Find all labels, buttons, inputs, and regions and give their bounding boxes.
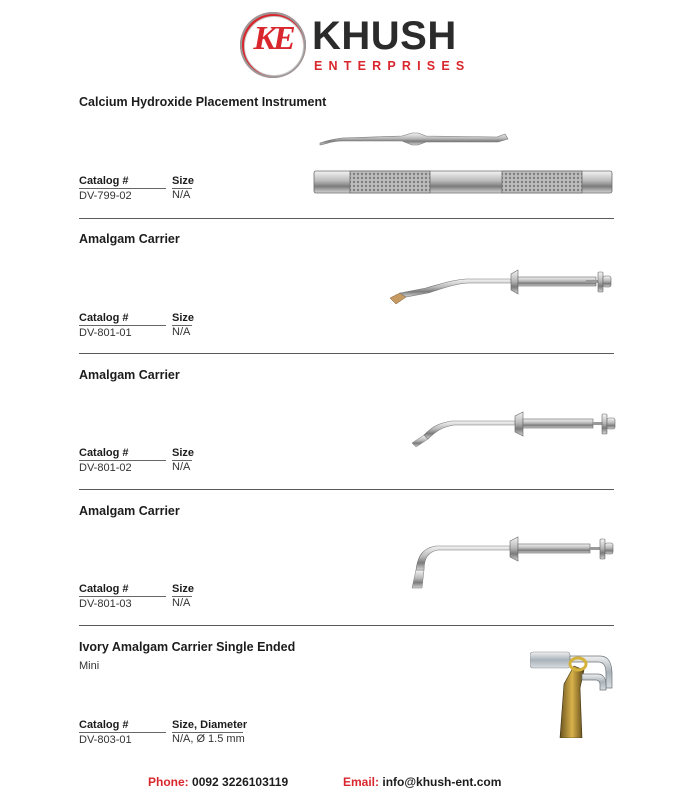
section-divider	[79, 218, 614, 219]
catalog-header-underline	[79, 188, 166, 189]
ivory-amalgam-carrier-image	[530, 644, 614, 738]
footer-phone	[148, 775, 288, 789]
logo-company-name: KHUSH	[312, 14, 457, 58]
catalog-header: Catalog #	[79, 175, 129, 187]
size-header: Size	[172, 312, 195, 324]
product-title: Amalgam Carrier	[79, 504, 180, 518]
logo-monogram: KE	[253, 20, 293, 57]
logo-company-subtitle: ENTERPRISES	[314, 59, 471, 73]
size-value: N/A	[172, 189, 191, 201]
size-value: N/A	[172, 597, 191, 609]
catalog-header: Catalog #	[79, 583, 129, 595]
catalog-number: DV-801-01	[79, 327, 132, 339]
size-header: Size	[172, 447, 195, 459]
size-value: N/A	[172, 461, 191, 473]
amalgam-carrier-image	[408, 530, 616, 592]
email-label: Email:	[343, 775, 380, 789]
product-title: Amalgam Carrier	[79, 368, 180, 382]
catalog-header: Catalog #	[79, 447, 129, 459]
catalog-number: DV-801-03	[79, 598, 132, 610]
catalog-header: Catalog #	[79, 312, 129, 324]
size-header: Size	[172, 175, 195, 187]
catalog-number: DV-799-02	[79, 190, 132, 202]
product-subtitle: Mini	[79, 660, 100, 672]
footer-email	[343, 775, 501, 789]
section-divider	[79, 625, 614, 626]
amalgam-carrier-image	[410, 405, 616, 449]
product-title: Calcium Hydroxide Placement Instrument	[79, 95, 327, 109]
amalgam-carrier-image	[386, 264, 616, 308]
product-title: Amalgam Carrier	[79, 232, 180, 246]
size-value: N/A	[172, 326, 191, 338]
catalog-number: DV-801-02	[79, 462, 132, 474]
product-title: Ivory Amalgam Carrier Single Ended	[79, 640, 296, 654]
phone-label: Phone:	[148, 775, 189, 789]
logo-emblem	[240, 12, 306, 78]
section-divider	[79, 489, 614, 490]
company-logo	[240, 12, 471, 78]
size-header: Size	[172, 583, 195, 595]
catalog-number: DV-803-01	[79, 734, 132, 746]
calcium-hydroxide-instrument-image	[312, 124, 614, 202]
catalog-header-underline	[79, 325, 166, 326]
section-divider	[79, 353, 614, 354]
phone-number[interactable]: 0092 3226103119	[192, 775, 289, 789]
catalog-header: Catalog #	[79, 719, 129, 731]
email-address[interactable]: info@khush-ent.com	[382, 775, 502, 789]
catalog-header-underline	[79, 732, 166, 733]
catalog-header-underline	[79, 460, 166, 461]
catalog-header-underline	[79, 596, 166, 597]
size-value: N/A, Ø 1.5 mm	[172, 733, 245, 745]
size-header: Size, Diameter	[172, 719, 248, 731]
